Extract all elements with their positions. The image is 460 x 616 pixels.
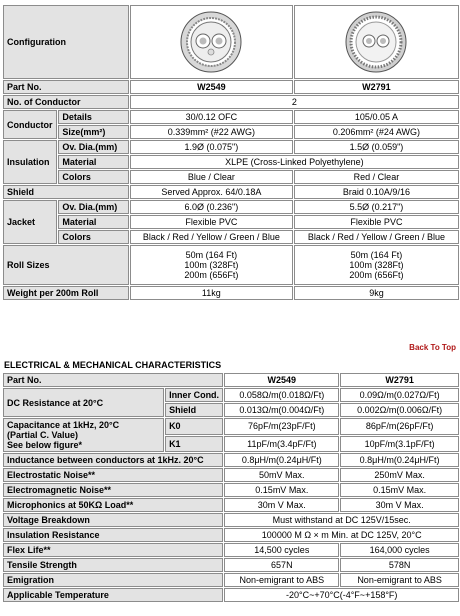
shield-res-w2549: 0.013Ω/m(0.004Ω/Ft) xyxy=(224,403,339,417)
voltage-label: Voltage Breakdown xyxy=(3,513,223,527)
microphonics-w2549: 30m V Max. xyxy=(224,498,339,512)
ins-ov-dia-w2549: 1.9Ø (0.075") xyxy=(130,140,293,154)
k0-w2791: 86pF/m(26pF/Ft) xyxy=(340,418,459,435)
voltage-value: Must withstand at DC 125V/15sec. xyxy=(224,513,459,527)
jacket-label: Jacket xyxy=(3,200,57,244)
jacket-colors-w2549: Black / Red / Yellow / Green / Blue xyxy=(130,230,293,244)
k0-label: K0 xyxy=(165,418,223,435)
cable-image-w2549 xyxy=(130,5,293,79)
configuration-label: Configuration xyxy=(3,5,129,79)
electromagnetic-w2791: 0.15mV Max. xyxy=(340,483,459,497)
emigration-w2791: Non-emigrant to ABS xyxy=(340,573,459,587)
jacket-colors-label: Colors xyxy=(58,230,128,244)
shield-res-w2791: 0.002Ω/m(0.006Ω/Ft) xyxy=(340,403,459,417)
k0-w2549: 76pF/m(23pF/Ft) xyxy=(224,418,339,435)
k1-w2549: 11pF/m(3.4pF/Ft) xyxy=(224,436,339,453)
inner-cond-w2791: 0.09Ω/m(0.027Ω/Ft) xyxy=(340,388,459,402)
capacitance-line: (Partial C. Value) xyxy=(7,430,79,440)
electrostatic-w2549: 50mV Max. xyxy=(224,468,339,482)
roll-size: 200m (656Ft) xyxy=(349,270,404,280)
insulation-res-label: Insulation Resistance xyxy=(3,528,223,542)
size-label: Size(mm²) xyxy=(58,125,128,139)
shield-w2549: Served Approx. 64/0.18A xyxy=(130,185,293,199)
ins-ov-dia-label: Ov. Dia.(mm) xyxy=(58,140,128,154)
ins-material-label: Material xyxy=(58,155,128,169)
electrostatic-label: Electrostatic Noise** xyxy=(3,468,223,482)
details-w2549: 30/0.12 OFC xyxy=(130,110,293,124)
k1-label: K1 xyxy=(165,436,223,453)
cable-cross-section-icon xyxy=(344,10,408,74)
jacket-material-w2791: Flexible PVC xyxy=(294,215,459,229)
cable-image-w2791 xyxy=(294,5,459,79)
back-to-top-link[interactable]: Back To Top xyxy=(409,343,456,352)
flex-w2791: 164,000 cycles xyxy=(340,543,459,557)
insulation-res-value: 100000 M Ω × m Min. at DC 125V, 20°C xyxy=(224,528,459,542)
details-label: Details xyxy=(58,110,128,124)
no-conductor-value: 2 xyxy=(130,95,459,109)
ins-colors-w2791: Red / Clear xyxy=(294,170,459,184)
emigration-label: Emigration xyxy=(3,573,223,587)
k1-w2791: 10pF/m(3.1pF/Ft) xyxy=(340,436,459,453)
temperature-value: -20°C~+70°C(-4°F~+158°F) xyxy=(224,588,459,602)
electrical-characteristics-table xyxy=(2,372,460,603)
shield-res-label: Shield xyxy=(165,403,223,417)
ins-ov-dia-w2791: 1.5Ø (0.059") xyxy=(294,140,459,154)
size-w2791: 0.206mm² (#24 AWG) xyxy=(294,125,459,139)
roll-size: 50m (164 Ft) xyxy=(350,250,403,260)
capacitance-line: Capacitance at 1kHz, 20°C xyxy=(7,420,120,430)
inductance-label: Inductance between conductors at 1kHz. 20°C xyxy=(3,453,223,467)
roll-sizes-w2549 xyxy=(130,245,293,285)
roll-size: 100m (328Ft) xyxy=(349,260,404,270)
elec-model-w2549: W2549 xyxy=(224,373,339,387)
model-w2791: W2791 xyxy=(294,80,459,94)
section-title: ELECTRICAL & MECHANICAL CHARACTERISTICS xyxy=(4,360,222,370)
model-w2549: W2549 xyxy=(130,80,293,94)
inductance-w2549: 0.8μH/m(0.24μH/Ft) xyxy=(224,453,339,467)
shield-w2791: Braid 0.10A/9/16 xyxy=(294,185,459,199)
elec-part-no-label: Part No. xyxy=(3,373,223,387)
roll-size: 100m (328Ft) xyxy=(184,260,239,270)
elec-model-w2791: W2791 xyxy=(340,373,459,387)
details-w2791: 105/0.05 A xyxy=(294,110,459,124)
shield-label: Shield xyxy=(3,185,129,199)
roll-sizes-w2791 xyxy=(294,245,459,285)
flex-life-label: Flex Life** xyxy=(3,543,223,557)
cable-cross-section-icon xyxy=(179,10,243,74)
jacket-ov-dia-w2791: 5.5Ø (0.217") xyxy=(294,200,459,214)
tensile-label: Tensile Strength xyxy=(3,558,223,572)
dc-resistance-label: DC Resistance at 20°C xyxy=(3,388,164,417)
size-w2549: 0.339mm² (#22 AWG) xyxy=(130,125,293,139)
ins-material-value: XLPE (Cross-Linked Polyethylene) xyxy=(130,155,459,169)
insulation-label: Insulation xyxy=(3,140,57,184)
electromagnetic-w2549: 0.15mV Max. xyxy=(224,483,339,497)
electrostatic-w2791: 250mV Max. xyxy=(340,468,459,482)
capacitance-line: See below figure* xyxy=(7,440,83,450)
jacket-ov-dia-label: Ov. Dia.(mm) xyxy=(58,200,128,214)
microphonics-label: Microphonics at 50KΩ Load** xyxy=(3,498,223,512)
jacket-material-label: Material xyxy=(58,215,128,229)
inner-cond-w2549: 0.058Ω/m(0.018Ω/Ft) xyxy=(224,388,339,402)
weight-label: Weight per 200m Roll xyxy=(3,286,129,300)
jacket-colors-w2791: Black / Red / Yellow / Green / Blue xyxy=(294,230,459,244)
roll-size: 50m (164 Ft) xyxy=(185,250,238,260)
emigration-w2549: Non-emigrant to ABS xyxy=(224,573,339,587)
inner-cond-label: Inner Cond. xyxy=(165,388,223,402)
inductance-w2791: 0.8μH/m(0.24μH/Ft) xyxy=(340,453,459,467)
part-no-label: Part No. xyxy=(3,80,129,94)
tensile-w2549: 657N xyxy=(224,558,339,572)
weight-w2549: 11kg xyxy=(130,286,293,300)
tensile-w2791: 578N xyxy=(340,558,459,572)
ins-colors-w2549: Blue / Clear xyxy=(130,170,293,184)
roll-sizes-label: Roll Sizes xyxy=(3,245,129,285)
no-conductor-label: No. of Conductor xyxy=(3,95,129,109)
weight-w2791: 9kg xyxy=(294,286,459,300)
ins-colors-label: Colors xyxy=(58,170,128,184)
microphonics-w2791: 30m V Max. xyxy=(340,498,459,512)
jacket-ov-dia-w2549: 6.0Ø (0.236") xyxy=(130,200,293,214)
conductor-label: Conductor xyxy=(3,110,57,139)
electromagnetic-label: Electromagnetic Noise** xyxy=(3,483,223,497)
cable-spec-table xyxy=(2,4,460,301)
jacket-material-w2549: Flexible PVC xyxy=(130,215,293,229)
flex-w2549: 14,500 cycles xyxy=(224,543,339,557)
capacitance-label xyxy=(3,418,164,452)
temperature-label: Applicable Temperature xyxy=(3,588,223,602)
roll-size: 200m (656Ft) xyxy=(184,270,239,280)
